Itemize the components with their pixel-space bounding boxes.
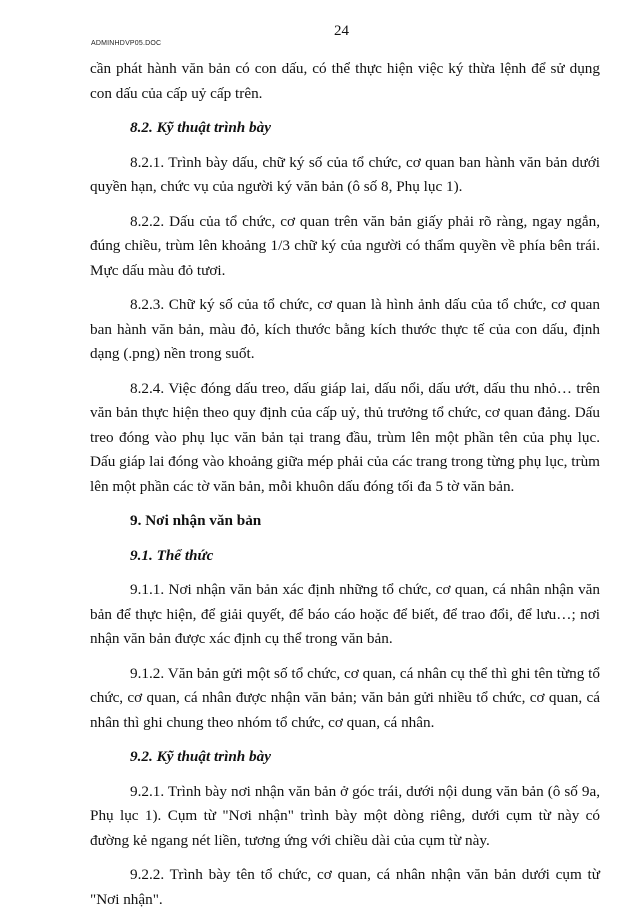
section-heading-9: 9. Nơi nhận văn bản [130,512,262,529]
paragraph-continuation: cần phát hành văn bản có con dấu, có thể thực hiện việc ký thừa lệnh để sử dụng con dấu của cấp uỷ cấp trên. [90,60,600,102]
paragraph-8-2-2: 8.2.2. Dấu của tổ chức, cơ quan trên văn bản giấy phải rõ ràng, ngay ngắn, đúng chiều, trùm lên khoảng 1/3 chữ ký của người có thẩm quyền về phía bên trái. Mực dấu màu đỏ tươi. [90,212,600,279]
paragraph-9-1-2: 9.1.2. Văn bản gửi một số tổ chức, cơ quan, cá nhân cụ thể thì ghi tên từng tổ chức, cơ quan, cá nhân được nhận văn bản; văn bản gửi nhiều tổ chức, cơ quan, cá nhân thì ghi chung theo nhóm tổ chức, cơ quan, cá nhân. [90,664,600,731]
paragraph-9-2-1: 9.2.1. Trình bày nơi nhận văn bản ở góc trái, dưới nội dung văn bản (ô số 9a, Phụ lục 1). Cụm từ "Nơi nhận" trình bày một dòng riêng, dưới cụm từ này có đường kẻ ngang nét liền, tương ứng với chiều dài của cụm từ này. [90,782,600,849]
section-heading-9-2: 9.2. Kỹ thuật trình bày [130,748,271,765]
section-heading-9-1: 9.1. Thể thức [130,546,214,564]
paragraph-8-2-4: 8.2.4. Việc đóng dấu treo, dấu giáp lai, dấu nổi, dấu ướt, dấu thu nhỏ… trên văn bản thực hiện theo quy định của cấp uỷ, thủ trưởng tổ chức, cơ quan đảng. Dấu treo đóng vào phụ lục văn bản tại trang đầu, trùm lên một phần tên của phụ lục. Dấu giáp lai đóng vào khoảng giữa mép phải của các trang trong từng phụ lục, trùm lên một phần các tờ văn bản, mỗi khuôn dấu đóng tối đa 5 tờ văn bản. [90,379,600,495]
header-file-name: ADMINHDVP05.DOC [91,40,162,47]
paragraph-9-2-2: 9.2.2. Trình bày tên tổ chức, cơ quan, cá nhân nhận văn bản dưới cụm từ "Nơi nhận". [90,866,600,908]
paragraph-8-2-1: 8.2.1. Trình bày dấu, chữ ký số của tổ chức, cơ quan ban hành văn bản dưới quyền hạn, chức vụ của người ký văn bản (ô số 8, Phụ lục 1). [90,153,600,195]
document-body [90,57,600,922]
section-heading-8-2: 8.2. Kỹ thuật trình bày [130,119,271,136]
paragraph-8-2-3: 8.2.3. Chữ ký số của tổ chức, cơ quan là hình ảnh dấu của tổ chức, cơ quan ban hành văn bản, màu đỏ, kích thước bằng kích thước thực tế của con dấu, định dạng (.png) nền trong suốt. [90,296,600,362]
page-number: 24 [334,23,349,39]
paragraph-9-1-1: 9.1.1. Nơi nhận văn bản xác định những tổ chức, cơ quan, cá nhân nhận văn bản để thực hiện, để giải quyết, để báo cáo hoặc để biết, để trao đổi, để lưu…; nơi nhận văn bản được xác định cụ thể trong văn bản. [90,581,600,647]
